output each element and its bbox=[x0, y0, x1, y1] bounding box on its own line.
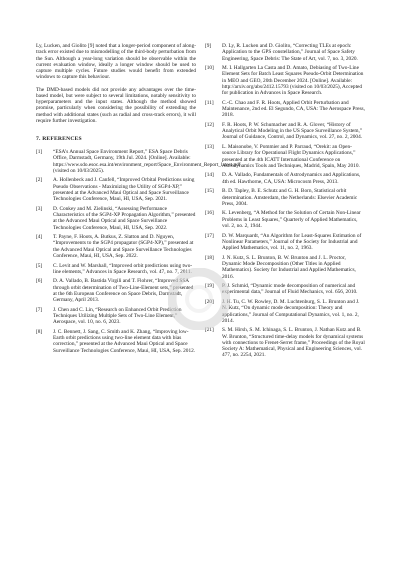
reference-item-19 bbox=[205, 283, 365, 296]
reference-text: J. H. Tu, C. W. Rowley, D. M. Luchtenburg, S. L. Brunton and J. N. Kutz, “On dynamic mode decomposition: Theory and applications,” Journal of Computational Dynamics, vol. 1, no. 2, 2014. bbox=[222, 299, 360, 324]
reference-item-4 bbox=[36, 234, 196, 259]
reference-text: “ESA’s Annual Space Environment Report,” ESA Space Debris Office, Darmstadt, Germany, 19th Jul. 2024. [Online]. Available: https://www.sdo.esoc.esa.int/environment_report/Space_Environment_Report_latest.pdf (visited on 10/03/2025). bbox=[53, 149, 241, 174]
reference-number: [16] bbox=[205, 210, 214, 217]
reference-text: J. C. Bennett, J. Sang, C. Smith and K. Zhang, “Improving low-Earth orbit predictions using two-line element data with bias correction,” presented at the Advanced Maui Optical and Space Surveillance Technologies Conference, Maui, HI, USA, Sep. 2012. bbox=[53, 328, 196, 354]
reference-text: F. R. Hoots, P. W. Schumacher and R. A. Glover, “History of Analytical Orbit Modeling in the US Space Surveillance System,” Journal of Guidance, Control, and Dynamics, vol. 27, no. 2, 2004. bbox=[222, 121, 363, 141]
reference-text: J. Chen and C. Lin, “Research on Enhanced Orbit Prediction Techniques Utilizing Multiple Sets of Two-Line Element,” Aerospace, vol. 10, no. 6, 2023. bbox=[53, 306, 182, 326]
reference-item-7 bbox=[36, 307, 196, 326]
reference-number: [11] bbox=[205, 99, 214, 106]
reference-text: C. Levit and W. Marshall, “Improved orbit predictions using two-line elements,” Advances in Space Research, vol. 47, no. 7, 2011. bbox=[53, 262, 193, 275]
reference-number: [8] bbox=[36, 328, 43, 335]
reference-number: [1] bbox=[36, 149, 43, 155]
reference-number: [13] bbox=[205, 144, 214, 151]
reference-text: A. Hollenbeck and J. Canfell, “Improved Orbital Predictions using Pseudo Observations - Maximizing the Utility of SGP4-XP,” presented at the Advanced Maui Optical and Space Surveillance Technologies Conference, Maui, HI, USA, Sep. 2021. bbox=[53, 177, 195, 203]
reference-item-15 bbox=[205, 188, 365, 207]
reference-number: [21] bbox=[205, 327, 214, 334]
reference-number: [7] bbox=[36, 306, 43, 313]
reference-item-11 bbox=[205, 100, 365, 119]
reference-item-6 bbox=[36, 278, 196, 303]
reference-number: [9] bbox=[205, 43, 212, 49]
reference-text: T. Payne, F. Hoots, A. Butkus, Z. Slatton and D. Nguyen, “Improvements to the SGP4 propagator (SGP4-XP),” presented at the Advanced Maui Optical and Space Surveillance Technologies Conference, Maui, HI, USA, Sep. 2022. bbox=[53, 234, 194, 259]
reference-number: [5] bbox=[36, 262, 43, 269]
reference-text: S. M. Hirsh, S. M. Ichinaga, S. L. Brunton, J. Nathan Kutz and B. W. Brunton, “Structured time-delay models for dynamical systems with connections to Frenet-Serret frame,” Proceedings of the Royal Society A: Mathematical, Physical and Engineering Sciences, vol. 477, no. 2254, 2021. bbox=[222, 327, 365, 359]
section-heading-references: 7. REFERENCES bbox=[36, 136, 82, 142]
reference-number: [4] bbox=[36, 234, 43, 241]
body-paragraph-2: The DMD-based models did not provide any advantages over the time-based model, but were subject to several limitations, notably sensitivity to hyperparameters and the input states. Although the method showed promise, particularly when considering the possibility of extending the method with additional states (such as radial and cross-track errors), it will require further investigation. bbox=[36, 86, 196, 124]
reference-number: [3] bbox=[36, 205, 43, 212]
reference-item-1 bbox=[36, 149, 241, 174]
reference-number: [2] bbox=[36, 177, 43, 184]
body-paragraph-1: Ly, Lucken, and Giolito [9] noted that a longer-period component of along-track error existed due to mismodelling of the third-body perturbation from the Sun. Although a year-long variation should be observable within the current evaluation window, ideally a longer window should be used to capture multiple cycles. Future studies would benefit from extended windows to capture this behaviour. bbox=[36, 43, 196, 81]
reference-item-21 bbox=[205, 327, 365, 358]
reference-text: D. A. Vallado, Fundamentals of Astrodynamics and Applications, 4th ed. Hawthorne, CA, USA: Microcosm Press, 2013. bbox=[222, 172, 361, 185]
reference-item-9 bbox=[205, 43, 365, 62]
reference-number: [17] bbox=[205, 232, 214, 239]
reference-text: D. Conkey and M. Zielinski, “Assessing Performance Characteristics of the SGP4-XP Propagation Algorithm,” presented at the Advanced Maui Optical and Space Surveillance Technologies Conference, Maui, HI, USA, Sep. 2022. bbox=[53, 205, 196, 231]
reference-item-14 bbox=[205, 172, 365, 185]
reference-text: M. I. Hallgarten La Casta and D. Amato, Debiasing of Two-Line Element Sets for Batch Least Squares Pseudo-Orbit Determination in MEO and GEO, 20th December 2024. [Online]. Available: http://arxiv.org/abs/2412.15793 (visited on 10/03/2025), Accepted for publication in Advances in Space Research. bbox=[222, 65, 364, 97]
reference-number: [15] bbox=[205, 188, 214, 195]
reference-text: K. Levenberg, “A Method for the Solution of Certain Non-Linear Problems in Least Squares,” Quarterly of Applied Mathematics, vol. 2, no. 2, 1944. bbox=[222, 210, 361, 229]
reference-number: [14] bbox=[205, 172, 214, 179]
reference-item-5 bbox=[36, 263, 196, 276]
reference-number: [6] bbox=[36, 278, 43, 285]
right-column bbox=[205, 43, 365, 362]
reference-text: P. J. Schmid, “Dynamic mode decomposition of numerical and experimental data,” Journal of Fluid Mechanics, vol. 656, 2010. bbox=[222, 283, 358, 296]
reference-item-2 bbox=[36, 177, 196, 202]
reference-item-13 bbox=[205, 144, 365, 169]
reference-item-16 bbox=[205, 210, 365, 229]
reference-number: [12] bbox=[205, 121, 214, 128]
reference-item-10 bbox=[205, 65, 365, 96]
reference-number: [10] bbox=[205, 65, 214, 72]
reference-item-20 bbox=[205, 299, 365, 324]
reference-text: D. Ly, R. Lucken and D. Giolito, “Correcting TLEs at epoch: Application to the GPS constellation,” Journal of Space Safety Engineering, Space Debris: The State of Art, vol. 7, no. 3, 2020. bbox=[222, 43, 358, 62]
reference-item-3 bbox=[36, 206, 196, 231]
reference-text: D. W. Marquardt, “An Algorithm for Least-Squares Estimation of Nonlinear Parameters,” Journal of the Society for Industrial and Applied Mathematics, vol. 11, no. 2, 1963. bbox=[222, 232, 362, 252]
reference-number: [20] bbox=[205, 299, 214, 306]
reference-item-18 bbox=[205, 255, 365, 280]
reference-text: D. A. Vallado, B. Bastida Virgili and T. Flohrer, “Improved SSA through orbit determination of Two-Line-Element sets,” presented at the 6th European Conference on Space Debris, Darmstadt, Germany, April 2013. bbox=[53, 278, 194, 304]
reference-item-17 bbox=[205, 233, 365, 252]
reference-item-8 bbox=[36, 329, 196, 354]
reference-item-12 bbox=[205, 122, 365, 141]
reference-number: [19] bbox=[205, 283, 214, 290]
reference-text: C.-C. Chao and F. R. Hoots, Applied Orbit Perturbation and Maintenance, 2nd ed. El Segundo, CA, USA: The Aerospace Press, 2018. bbox=[222, 99, 365, 119]
reference-number: [18] bbox=[205, 254, 214, 261]
reference-text: J. N. Kutz, S. L. Brunton, B. W. Brunton and J. L. Proctor, Dynamic Mode Decomposition (Other Titles in Applied Mathematics). Society for Industrial and Applied Mathematics, 2016. bbox=[222, 254, 356, 280]
reference-list-right bbox=[205, 43, 365, 359]
reference-text: B. D. Tapley, B. E. Schutz and G. H. Born, Statistical orbit determination. Amsterdam, the Netherlands: Elsevier Academic Press, 2004. bbox=[222, 188, 358, 207]
reference-text: L. Maisonobe, V. Pommier and P. Parraud, “Orekit: an Open-source Library for Operational Flight Dynamics Applications,” presented at the 4th ICATT International Conference on Astrodynamics Tools and Techniques, Madrid, Spain, May 2010. bbox=[222, 144, 360, 169]
